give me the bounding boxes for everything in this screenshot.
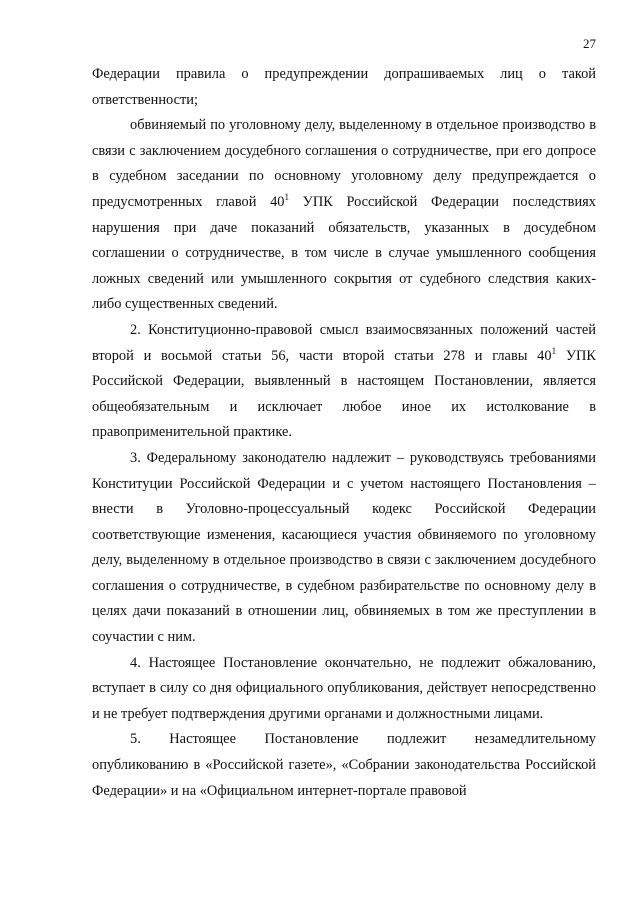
page-number: 27	[583, 36, 596, 51]
paragraph-item-3: 3. Федеральному законодателю надлежит – руководствуясь требованиями Конституции Российской Федерации и с учетом настоящего Постановления – внести в Уголовно-процессуальный кодекс Российской Федерации соответствующие изменения, касающиеся участия обвиняемого по уголовному делу, выделенному в отдельное производство в связи с заключением досудебного соглашения о сотрудничестве, в судебном разбирательстве по основному делу в целях дачи показаний в отношении лиц, обвиняемых в том же преступлении в соучастии с ним.	[92, 449, 596, 646]
paragraph-item-5: 5. Настоящее Постановление подлежит незамедлительному опубликованию в «Российской газете», «Собрании законодательства Российской Федерации» и на «Официальном интернет-портале правовой	[92, 731, 596, 799]
paragraph-text-after-sup: УПК Российской Федерации, выявленный в настоящем Постановлении, является общеобязательным и исключает любое иное их истолкование в правоприменительной практике.	[92, 347, 596, 441]
paragraph-text-before-sup: 2. Конституционно-правовой смысл взаимосвязанных положений частей второй и восьмой статьи 56, части второй статьи 278 и главы 40	[92, 321, 596, 364]
paragraph-accused-warning	[92, 113, 596, 318]
document-body	[92, 62, 596, 804]
paragraph-item-2	[92, 318, 596, 446]
paragraph-text-before-sup: обвиняемый по уголовному делу, выделенному в отдельное производство в связи с заключением досудебного соглашения о сотрудничестве, при его допросе в судебном заседании по основному уголовному делу предупреждается о предусмотренных главой 40	[92, 117, 596, 210]
paragraph-continuation: Федерации правила о предупреждении допрашиваемых лиц о такой ответственности;	[92, 66, 596, 108]
chapter-superscript: 1	[551, 345, 557, 356]
chapter-superscript: 1	[284, 191, 289, 202]
paragraph-text-after-sup: УПК Российской Федерации последствиях нарушения при даче показаний обязательств, указанных в досудебном соглашении о сотрудничестве, в том числе в случае умышленного сообщения ложных сведений или умышленного сокрытия от судебного следствия каких-либо существенных сведений.	[92, 193, 596, 313]
paragraph-item-4: 4. Настоящее Постановление окончательно, не подлежит обжалованию, вступает в силу со дня официального опубликования, действует непосредственно и не требует подтверждения другими органами и должностными лицами.	[92, 654, 596, 722]
